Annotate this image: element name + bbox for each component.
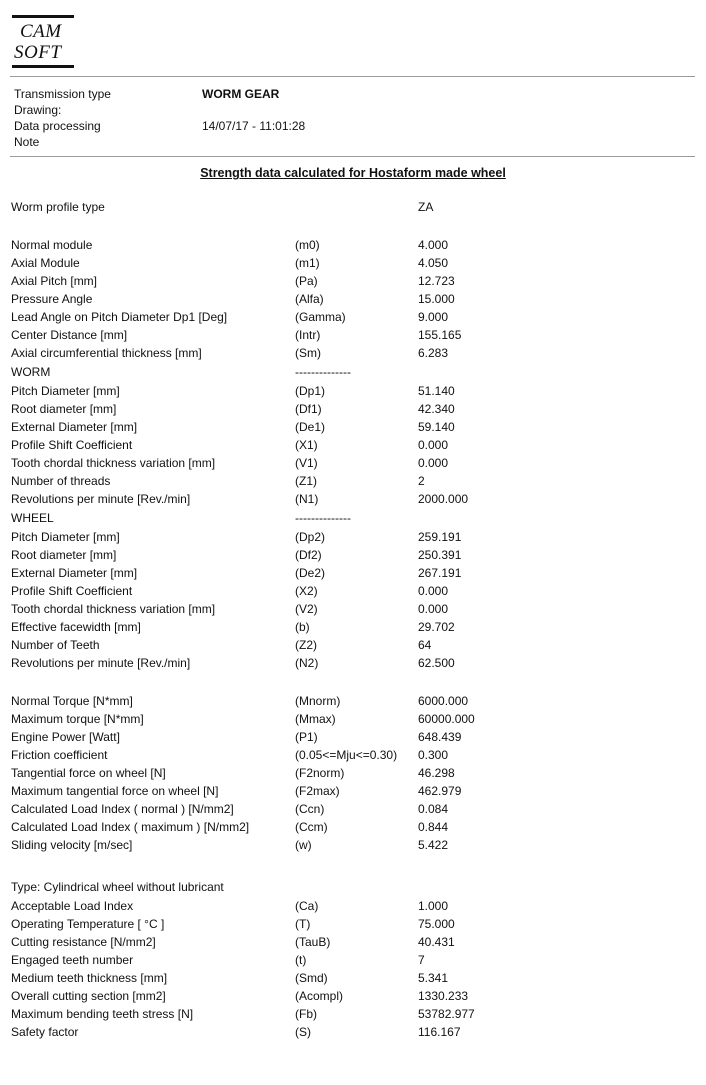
row-label: Profile Shift Coefficient: [11, 438, 133, 452]
table-row: [0, 915, 706, 933]
transmission-type-value: WORM GEAR: [202, 87, 280, 101]
table-row: [0, 418, 706, 436]
row-value: 462.979: [418, 784, 462, 798]
table-row: [0, 436, 706, 454]
row-symbol: (Dp2): [295, 530, 326, 544]
table-row: [0, 382, 706, 400]
row-value: 2000.000: [418, 492, 469, 506]
row-label: Engaged teeth number: [11, 953, 134, 967]
row-label: Acceptable Load Index: [11, 899, 134, 913]
row-label: Engine Power [Watt]: [11, 730, 120, 744]
table-row: [0, 344, 706, 362]
row-value: 0.000: [418, 584, 449, 598]
row-value: 2: [418, 474, 425, 488]
row-value: 259.191: [418, 530, 462, 544]
row-symbol: (b): [295, 620, 310, 634]
row-value: 7: [418, 953, 425, 967]
row-label: Number of threads: [11, 474, 111, 488]
table-row: [0, 509, 706, 527]
row-value: 1.000: [418, 899, 449, 913]
row-symbol: (Fb): [295, 1007, 317, 1021]
row-value: 5.341: [418, 971, 449, 985]
table-row: [0, 969, 706, 987]
row-symbol: (N2): [295, 656, 319, 670]
row-symbol: (T): [295, 917, 311, 931]
row-value: 60000.000: [418, 712, 475, 726]
row-value: 9.000: [418, 310, 449, 324]
row-symbol: (Intr): [295, 328, 321, 342]
table-row: [0, 528, 706, 546]
row-label: Tangential force on wheel [N]: [11, 766, 166, 780]
row-symbol: (t): [295, 953, 307, 967]
table-row: [0, 836, 706, 854]
table-row: [0, 654, 706, 672]
table-row: [0, 600, 706, 618]
row-label: Axial circumferential thickness [mm]: [11, 346, 202, 360]
row-label: Medium teeth thickness [mm]: [11, 971, 168, 985]
table-row: [0, 363, 706, 381]
row-label: Lead Angle on Pitch Diameter Dp1 [Deg]: [11, 310, 228, 324]
row-symbol: (N1): [295, 492, 319, 506]
row-value: 0.000: [418, 602, 449, 616]
transmission-type-label: Transmission type: [14, 87, 111, 101]
row-label: Center Distance [mm]: [11, 328, 128, 342]
row-value: 59.140: [418, 420, 455, 434]
drawing-label: Drawing:: [14, 103, 62, 117]
row-value: 4.050: [418, 256, 449, 270]
table-row: [0, 254, 706, 272]
table-row: [0, 951, 706, 969]
row-label: Cutting resistance [N/mm2]: [11, 935, 156, 949]
row-symbol: (Ca): [295, 899, 319, 913]
row-symbol: (Dp1): [295, 384, 326, 398]
row-label: Tooth chordal thickness variation [mm]: [11, 456, 216, 470]
row-symbol: (V1): [295, 456, 318, 470]
row-value: 116.167: [418, 1025, 461, 1039]
table-row: [0, 490, 706, 508]
row-value: 0.000: [418, 456, 449, 470]
row-value: 6.283: [418, 346, 449, 360]
row-symbol: (Mnorm): [295, 694, 341, 708]
row-label: Pressure Angle: [11, 292, 93, 306]
row-symbol: (F2max): [295, 784, 340, 798]
row-value: 40.431: [418, 935, 455, 949]
row-value: 0.300: [418, 748, 449, 762]
row-value: 12.723: [418, 274, 455, 288]
row-symbol: (De2): [295, 566, 326, 580]
table-row: [0, 290, 706, 308]
row-value: 51.140: [418, 384, 455, 398]
table-row: [0, 878, 706, 896]
row-symbol: --------------: [295, 365, 351, 379]
camsoft-logo: [10, 12, 74, 70]
row-symbol: (De1): [295, 420, 326, 434]
row-symbol: (Df2): [295, 548, 322, 562]
row-value: 29.702: [418, 620, 455, 634]
row-symbol: (Mmax): [295, 712, 336, 726]
row-symbol: (m0): [295, 238, 320, 252]
table-row: [0, 308, 706, 326]
row-value: 267.191: [418, 566, 462, 580]
data-processing-label: Data processing: [14, 119, 101, 133]
row-label: Calculated Load Index ( maximum ) [N/mm2]: [11, 820, 250, 834]
row-label: Friction coefficient: [11, 748, 108, 762]
row-value: 5.422: [418, 838, 449, 852]
row-value: 0.844: [418, 820, 449, 834]
row-value: 75.000: [418, 917, 455, 931]
header-bottom-divider: [10, 156, 695, 157]
row-label: Normal module: [11, 238, 93, 252]
row-symbol: (X2): [295, 584, 318, 598]
row-label: Axial Module: [11, 256, 80, 270]
row-label: Safety factor: [11, 1025, 79, 1039]
row-label: Sliding velocity [m/sec]: [11, 838, 133, 852]
table-row: [0, 618, 706, 636]
row-value: ZA: [418, 200, 434, 214]
table-row: [0, 326, 706, 344]
row-symbol: (Z1): [295, 474, 317, 488]
table-row: [0, 818, 706, 836]
row-label: Type: Cylindrical wheel without lubricant: [11, 880, 224, 894]
table-row: [0, 472, 706, 490]
data-processing-value: 14/07/17 - 11:01:28: [202, 119, 306, 133]
row-value: 53782.977: [418, 1007, 475, 1021]
row-value: 64: [418, 638, 432, 652]
row-value: 62.500: [418, 656, 455, 670]
row-label: Operating Temperature [ °C ]: [11, 917, 165, 931]
row-value: 155.165: [418, 328, 462, 342]
row-symbol: (Z2): [295, 638, 317, 652]
row-label: Pitch Diameter [mm]: [11, 384, 120, 398]
table-row: [0, 1005, 706, 1023]
row-symbol: (TauB): [295, 935, 331, 949]
table-row: [0, 454, 706, 472]
row-value: 42.340: [418, 402, 455, 416]
row-label: Axial Pitch [mm]: [11, 274, 98, 288]
table-row: [0, 236, 706, 254]
row-label: Maximum bending teeth stress [N]: [11, 1007, 194, 1021]
logo-line-1: CAM: [20, 21, 62, 42]
table-row: [0, 710, 706, 728]
table-row: [0, 728, 706, 746]
row-label: Profile Shift Coefficient: [11, 584, 133, 598]
row-symbol: (Sm): [295, 346, 321, 360]
row-label: External Diameter [mm]: [11, 566, 138, 580]
table-row: [0, 897, 706, 915]
row-symbol: (Df1): [295, 402, 322, 416]
row-symbol: (P1): [295, 730, 318, 744]
row-value: 0.084: [418, 802, 449, 816]
header-top-divider: [10, 76, 695, 77]
table-row: [0, 564, 706, 582]
row-symbol: (w): [295, 838, 312, 852]
row-symbol: (Pa): [295, 274, 318, 288]
row-label: WORM: [11, 365, 51, 379]
row-label: WHEEL: [11, 511, 54, 525]
row-label: Root diameter [mm]: [11, 402, 117, 416]
table-row: [0, 987, 706, 1005]
note-label: Note: [14, 135, 40, 149]
row-symbol: (X1): [295, 438, 318, 452]
row-value: 648.439: [418, 730, 462, 744]
row-symbol: (V2): [295, 602, 318, 616]
row-symbol: (Acompl): [295, 989, 344, 1003]
table-row: [0, 764, 706, 782]
row-symbol: (Ccn): [295, 802, 325, 816]
row-symbol: (S): [295, 1025, 311, 1039]
table-row: [0, 692, 706, 710]
row-value: 250.391: [418, 548, 462, 562]
row-label: Calculated Load Index ( normal ) [N/mm2]: [11, 802, 234, 816]
row-value: 0.000: [418, 438, 449, 452]
row-value: 15.000: [418, 292, 455, 306]
row-label: Maximum tangential force on wheel [N]: [11, 784, 219, 798]
row-label: Pitch Diameter [mm]: [11, 530, 120, 544]
row-symbol: (Alfa): [295, 292, 324, 306]
row-label: Maximum torque [N*mm]: [11, 712, 144, 726]
table-row: [0, 800, 706, 818]
table-row: [0, 636, 706, 654]
row-label: Tooth chordal thickness variation [mm]: [11, 602, 216, 616]
table-row: [0, 1023, 706, 1041]
logo-top-bar: [12, 15, 74, 18]
table-row: [0, 198, 706, 216]
logo-bottom-bar: [12, 65, 74, 68]
row-symbol: --------------: [295, 511, 351, 525]
table-row: [0, 272, 706, 290]
row-symbol: (Gamma): [295, 310, 346, 324]
row-label: Effective facewidth [mm]: [11, 620, 141, 634]
table-row: [0, 746, 706, 764]
row-symbol: (0.05<=Mju<=0.30): [295, 748, 398, 762]
row-label: Worm profile type: [11, 200, 105, 214]
row-label: Number of Teeth: [11, 638, 100, 652]
row-symbol: (Ccm): [295, 820, 328, 834]
row-label: Normal Torque [N*mm]: [11, 694, 133, 708]
table-row: [0, 782, 706, 800]
table-row: [0, 582, 706, 600]
table-row: [0, 933, 706, 951]
row-label: External Diameter [mm]: [11, 420, 138, 434]
row-symbol: (F2norm): [295, 766, 345, 780]
row-symbol: (m1): [295, 256, 320, 270]
row-value: 1330.233: [418, 989, 469, 1003]
row-label: Revolutions per minute [Rev./min]: [11, 492, 191, 506]
row-value: 46.298: [418, 766, 455, 780]
table-row: [0, 546, 706, 564]
table-row: [0, 400, 706, 418]
logo-line-2: SOFT: [14, 42, 62, 63]
report-title: Strength data calculated for Hostaform made wheel: [200, 166, 506, 180]
row-label: Revolutions per minute [Rev./min]: [11, 656, 191, 670]
row-label: Root diameter [mm]: [11, 548, 117, 562]
row-symbol: (Smd): [295, 971, 328, 985]
row-value: 6000.000: [418, 694, 469, 708]
row-label: Overall cutting section [mm2]: [11, 989, 166, 1003]
row-value: 4.000: [418, 238, 449, 252]
